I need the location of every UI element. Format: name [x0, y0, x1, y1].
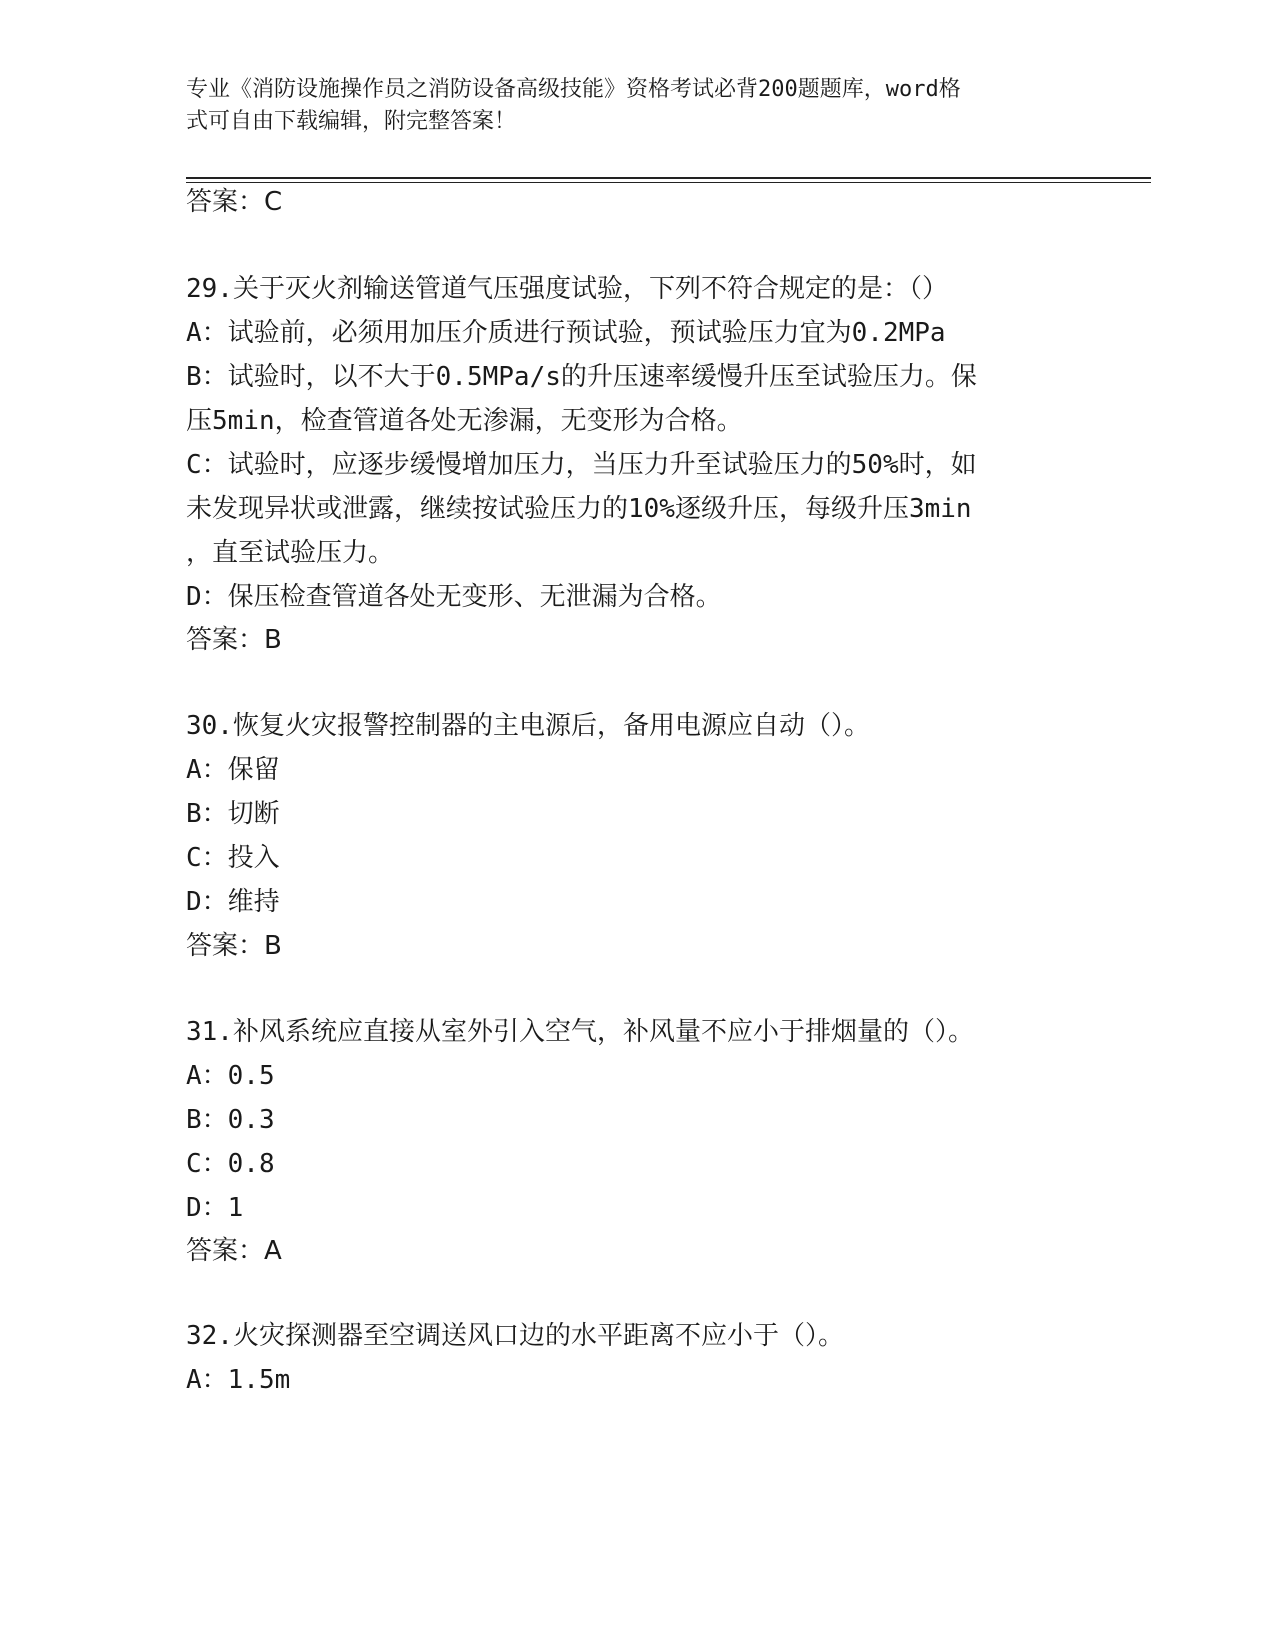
header-divider-thick [186, 177, 1151, 179]
option-line: D：保压检查管道各处无变形、无泄漏为合格。 [186, 582, 722, 612]
header-divider-thin [186, 182, 1151, 183]
option-line: C：试验时，应逐步缓慢增加压力，当压力升至试验压力的50%时，如 [186, 450, 977, 480]
option-line: C：0.8 [186, 1149, 275, 1179]
option-line: ，直至试验压力。 [186, 538, 395, 568]
option-line: A：试验前，必须用加压介质进行预试验，预试验压力宜为0.2MPa [186, 318, 946, 348]
option-line: A：保留 [186, 755, 280, 785]
option-line: B：试验时，以不大于0.5MPa/s的升压速率缓慢升压至试验压力。保 [186, 362, 977, 392]
header-line-1: 专业《消防设施操作员之消防设备高级技能》资格考试必背200题题库，word格 [186, 77, 961, 102]
header-line-2: 式可自由下载编辑，附完整答案！ [186, 109, 517, 134]
answer-line: 答案：B [186, 931, 282, 961]
option-line: C：投入 [186, 843, 280, 873]
option-line: 压5min，检查管道各处无渗漏，无变形为合格。 [186, 406, 743, 436]
question-stem: 29.关于灭火剂输送管道气压强度试验，下列不符合规定的是：（） [186, 274, 948, 304]
document-header [186, 74, 1066, 138]
answer-line: 答案：B [186, 625, 282, 655]
question-stem: 30.恢复火灾报警控制器的主电源后，备用电源应自动（）。 [186, 711, 870, 741]
option-line: B：切断 [186, 799, 280, 829]
option-line: D：1 [186, 1193, 244, 1223]
answer-line: 答案：C [186, 187, 283, 217]
option-line: D：维持 [186, 887, 280, 917]
option-line: A：1.5m [186, 1365, 291, 1395]
question-stem: 31.补风系统应直接从室外引入空气，补风量不应小于排烟量的（）。 [186, 1017, 974, 1047]
option-line: B：0.3 [186, 1105, 275, 1135]
option-line: A：0.5 [186, 1061, 275, 1091]
question-stem: 32.火灾探测器至空调送风口边的水平距离不应小于（）。 [186, 1321, 844, 1351]
answer-line: 答案：A [186, 1236, 282, 1266]
option-line: 未发现异状或泄露，继续按试验压力的10%逐级升压，每级升压3min [186, 494, 972, 524]
